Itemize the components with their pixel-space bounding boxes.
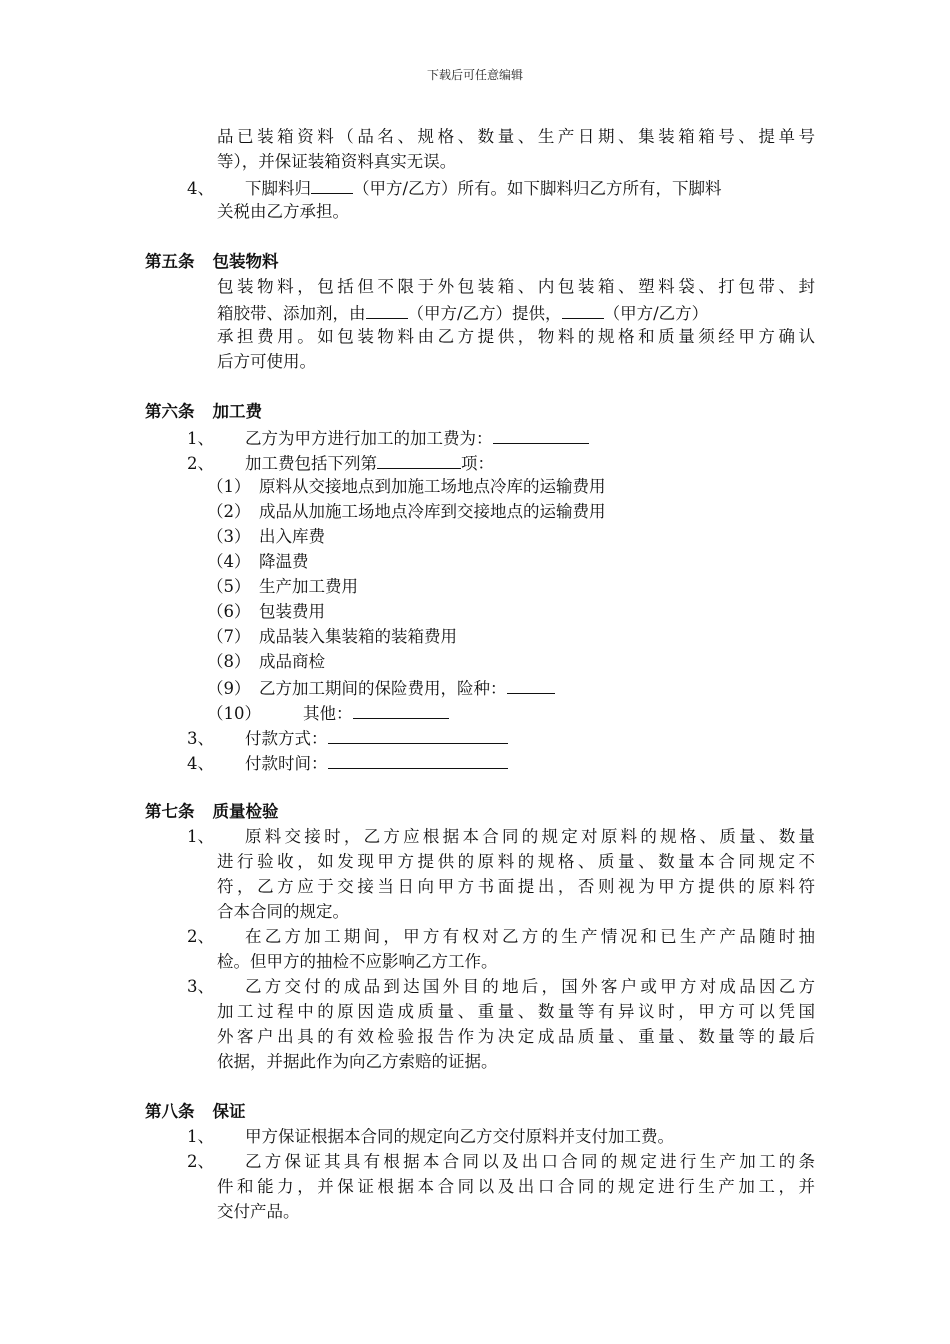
sub-number: （2）	[207, 502, 251, 521]
item-text: 下脚料归	[245, 179, 311, 198]
item-text: 原料交接时，乙方应根据本合同的规定对原料的规格、质量、数量	[245, 827, 815, 846]
page-header: 下载后可任意编辑	[426, 68, 523, 82]
list-number: 3、	[187, 977, 214, 996]
list-number: 1、	[187, 827, 214, 846]
sub-text: 原料从交接地点到加施工场地点冷库的运输费用	[259, 477, 606, 496]
paragraph-line: 加工过程中的原因造成质量、重量、数量等有异议时，甲方可以凭国	[217, 1002, 815, 1021]
paragraph-line: 检。但甲方的抽检不应影响乙方工作。	[217, 952, 498, 971]
list-item	[145, 1124, 815, 1149]
item-text: 乙方保证其具有根据本合同以及出口合同的规定进行生产加工的条	[245, 1152, 815, 1171]
sub-number: （4）	[207, 552, 251, 571]
sub-item	[145, 624, 815, 649]
sub-number: （7）	[207, 627, 251, 646]
paragraph-line: 等），并保证装箱资料真实无误。	[217, 152, 457, 171]
list-item	[145, 974, 815, 999]
sub-number: （6）	[207, 602, 251, 621]
list-item	[145, 924, 815, 949]
sub-item	[145, 699, 815, 724]
blank-field	[353, 699, 449, 719]
blank-field	[366, 299, 408, 319]
paragraph-line: 件和能力，并保证根据本合同以及出口合同的规定进行生产加工，并	[217, 1177, 815, 1196]
article-title: 包装物料	[212, 252, 279, 271]
document-body	[145, 124, 815, 1224]
blank-field	[493, 424, 589, 444]
item-text: （甲方/乙方）	[603, 304, 709, 323]
sub-item	[145, 574, 815, 599]
sub-text: 包装费用	[259, 602, 325, 621]
paragraph-line: 品已装箱资料（品名、规格、数量、生产日期、集装箱箱号、提单号	[217, 127, 815, 146]
sub-text: 降温费	[259, 552, 309, 571]
paragraph-line: 进行验收，如发现甲方提供的原料的规格、质量、数量本合同规定不	[217, 852, 815, 871]
article-label: 第七条	[145, 802, 195, 821]
section-heading	[145, 1099, 815, 1124]
paragraph-line	[145, 299, 815, 324]
item-text: 付款时间：	[245, 754, 328, 773]
blank-field	[311, 174, 353, 194]
list-item	[145, 1149, 815, 1174]
list-item	[145, 824, 815, 849]
blank-field	[507, 674, 555, 694]
item-text: 在乙方加工期间，甲方有权对乙方的生产情况和已生产产品随时抽	[245, 927, 815, 946]
list-item	[145, 424, 815, 449]
paragraph-line: 承担费用。如包装物料由乙方提供，物料的规格和质量须经甲方确认	[217, 327, 815, 346]
sub-number: （9）	[207, 679, 251, 698]
blank-field	[328, 724, 508, 744]
paragraph-line: 符，乙方应于交接当日向甲方书面提出，否则视为甲方提供的原料符	[217, 877, 815, 896]
sub-number: （3）	[207, 527, 251, 546]
paragraph-line: 关税由乙方承担。	[217, 202, 349, 221]
list-number: 2、	[187, 454, 214, 473]
list-item	[145, 449, 815, 474]
sub-number: （1）	[207, 477, 251, 496]
sub-item	[145, 499, 815, 524]
section-heading	[145, 799, 815, 824]
paragraph-line: 外客户出具的有效检验报告作为决定成品质量、重量、数量等的最后	[217, 1027, 815, 1046]
item-text: 乙方交付的成品到达国外目的地后，国外客户或甲方对成品因乙方	[245, 977, 815, 996]
item-text: 加工费包括下列第	[245, 454, 377, 473]
list-number: 4、	[187, 179, 214, 198]
blank-field	[328, 749, 508, 769]
sub-item	[145, 599, 815, 624]
item-text: （甲方/乙方）所有。如下脚料归乙方所有，下脚料	[353, 179, 722, 198]
section-heading	[145, 399, 815, 424]
list-number: 3、	[187, 729, 214, 748]
list-item	[145, 749, 815, 774]
list-item	[145, 174, 815, 199]
list-number: 4、	[187, 754, 214, 773]
item-text: 付款方式：	[245, 729, 328, 748]
list-number: 1、	[187, 1127, 214, 1146]
article-title: 保证	[212, 1102, 246, 1121]
paragraph-line: 包装物料，包括但不限于外包装箱、内包装箱、塑料袋、打包带、封	[217, 277, 815, 296]
sub-item	[145, 474, 815, 499]
item-text: （甲方/乙方）提供，	[407, 304, 562, 323]
sub-item	[145, 649, 815, 674]
sub-item	[145, 524, 815, 549]
sub-text: 其他：	[303, 704, 353, 723]
sub-number: （8）	[207, 652, 251, 671]
blank-field	[562, 299, 604, 319]
article-label: 第六条	[145, 402, 195, 421]
sub-item	[145, 674, 815, 699]
sub-text: 成品从加施工场地点冷库到交接地点的运输费用	[259, 502, 606, 521]
sub-text: 成品商检	[259, 652, 325, 671]
item-text: 乙方为甲方进行加工的加工费为：	[245, 429, 493, 448]
sub-text: 乙方加工期间的保险费用，险种：	[259, 679, 507, 698]
list-number: 1、	[187, 429, 214, 448]
list-number: 2、	[187, 1152, 214, 1171]
item-text: 箱胶带、添加剂，由	[217, 304, 366, 323]
blank-field	[377, 449, 461, 469]
list-number: 2、	[187, 927, 214, 946]
section-heading	[145, 249, 815, 274]
sub-text: 成品装入集装箱的装箱费用	[259, 627, 457, 646]
paragraph-line: 依据，并据此作为向乙方索赔的证据。	[217, 1052, 498, 1071]
sub-item	[145, 549, 815, 574]
item-text: 项：	[461, 454, 494, 473]
article-title: 质量检验	[212, 802, 279, 821]
article-label: 第五条	[145, 252, 195, 271]
item-text: 甲方保证根据本合同的规定向乙方交付原料并支付加工费。	[245, 1127, 674, 1146]
article-label: 第八条	[145, 1102, 195, 1121]
list-item	[145, 724, 815, 749]
paragraph-line: 交付产品。	[217, 1202, 300, 1221]
sub-number: （5）	[207, 577, 251, 596]
paragraph-line: 后方可使用。	[217, 352, 316, 371]
sub-text: 生产加工费用	[259, 577, 358, 596]
sub-text: 出入库费	[259, 527, 325, 546]
paragraph-line: 合本合同的规定。	[217, 902, 349, 921]
article-title: 加工费	[212, 402, 262, 421]
sub-number: （10）	[207, 704, 261, 723]
